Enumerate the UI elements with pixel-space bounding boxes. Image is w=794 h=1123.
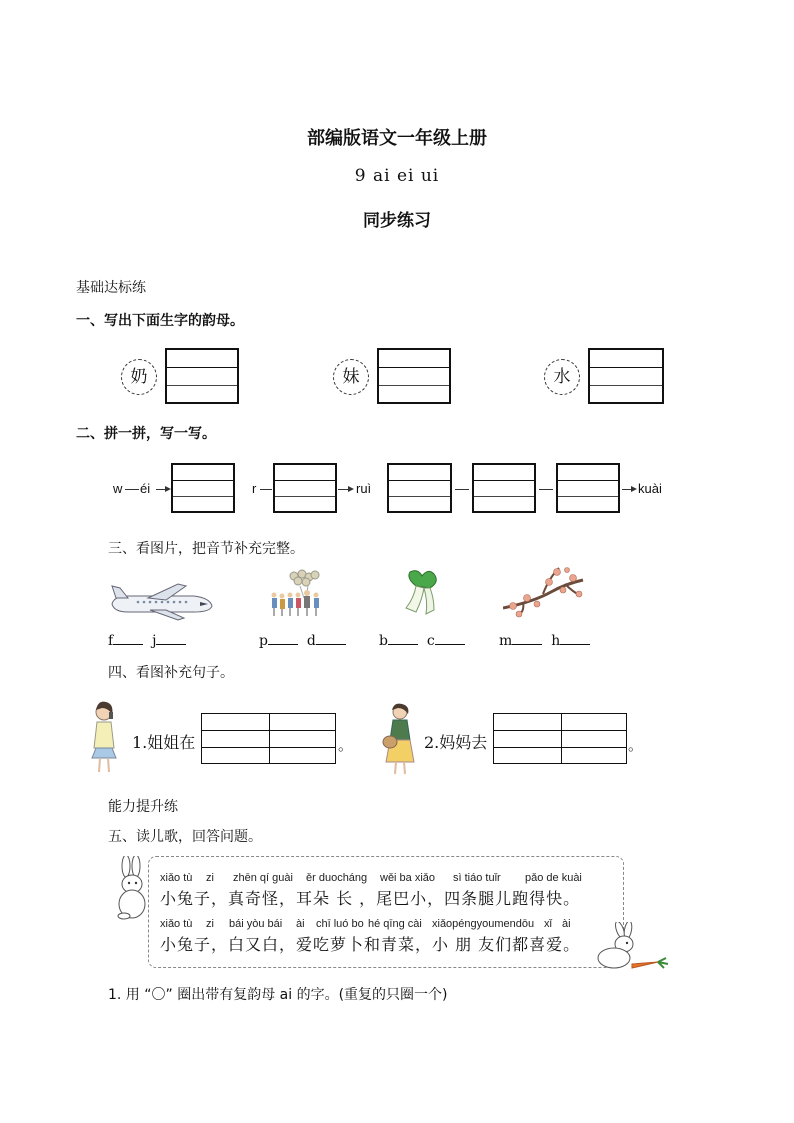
writing-grid[interactable] [556,463,620,513]
writing-grid[interactable] [377,348,451,404]
poem-pinyin: sì tiáo tuǐr [453,872,501,884]
poem-pinyin: bái yòu bái [229,918,283,930]
poem-pinyin: xiǎo tù [160,872,193,884]
syllable-blank-3[interactable]: b c [379,632,465,649]
poem-pinyin: ěr duocháng [306,872,368,884]
plum-blossom-image [503,562,585,618]
question-1: 一、写出下面生字的韵母。 [76,313,244,329]
sentence-2-prefix: 2.妈妈去 [424,733,488,752]
poem-pinyin: zi [206,918,214,930]
writing-grid[interactable] [588,348,664,404]
writing-grid[interactable] [171,463,235,513]
section-advanced: 能力提升练 [108,799,178,815]
poem-pinyin: xiǎopéngyoumendōu [432,918,535,930]
syllable-blank-1[interactable]: f j [108,632,186,649]
poem-pinyin: xǐ [544,918,552,930]
poem-pinyin: hé qīng cài [368,918,422,930]
sentence-grid-2[interactable] [493,713,627,764]
lesson-title: 9 ai ei ui [354,166,440,186]
sentence-1-end: 。 [338,736,354,754]
poem-pinyin: wěi ba xiǎo [380,872,436,884]
pinyin-w: w [113,481,123,496]
rabbit-carrot-icon [590,922,672,970]
pinyin-kuai: kuài [638,481,662,496]
poem-pinyin: ài [562,918,571,930]
poem-pinyin: zhēn qí guài [233,872,293,884]
sentence-2-end: 。 [628,736,644,754]
question-3: 三、看图片，把音节补充完整。 [108,541,304,557]
question-5-1: 1. 用 “〇” 圈出带有复韵母 ai 的字。(重复的只圈一个) [108,987,448,1003]
sentence-grid-1[interactable] [201,713,336,764]
section-basic: 基础达标练 [76,280,146,296]
poem-pinyin: xiǎo tù [160,918,193,930]
poem-pinyin: chī luó bo [316,918,364,930]
pinyin-r: r [252,481,257,496]
question-2: 二、拼一拼，写一写。 [76,426,216,442]
sentence-1-prefix: 1.姐姐在 [132,733,196,752]
char-badge: 水 [544,359,580,395]
char-badge: 奶 [121,359,157,395]
mother-basket-image [382,702,418,778]
children-balloons-image [268,568,330,620]
syllable-blank-4[interactable]: m h [499,632,590,649]
page-subtitle: 同步练习 [363,211,431,231]
poem-line-2: 小兔子，白又白，爱吃萝卜和青菜，小 朋 友们都喜爱。 [160,935,581,954]
poem-pinyin: ài [296,918,305,930]
page-title: 部编版语文一年级上册 [307,128,487,149]
writing-grid[interactable] [472,463,536,513]
writing-grid[interactable] [165,348,239,404]
poem-pinyin: pǎo de kuài [525,872,582,884]
char-badge: 妹 [333,359,369,395]
question-4: 四、看图补充句子。 [108,665,234,681]
pinyin-rui: ruì [356,481,372,496]
airplane-image [108,582,214,622]
question-5: 五、读儿歌，回答问题。 [108,829,262,845]
poem-pinyin: zi [206,872,214,884]
poem-line-1: 小兔子，真奇怪，耳朵 长 ，尾巴小，四条腿儿跑得快。 [160,889,581,908]
girl-phone-image [88,700,122,776]
writing-grid[interactable] [273,463,337,513]
writing-grid[interactable] [387,463,452,513]
cabbage-image [402,568,442,616]
pinyin-ei: éi [140,481,151,496]
syllable-blank-2[interactable]: p d [259,632,346,649]
